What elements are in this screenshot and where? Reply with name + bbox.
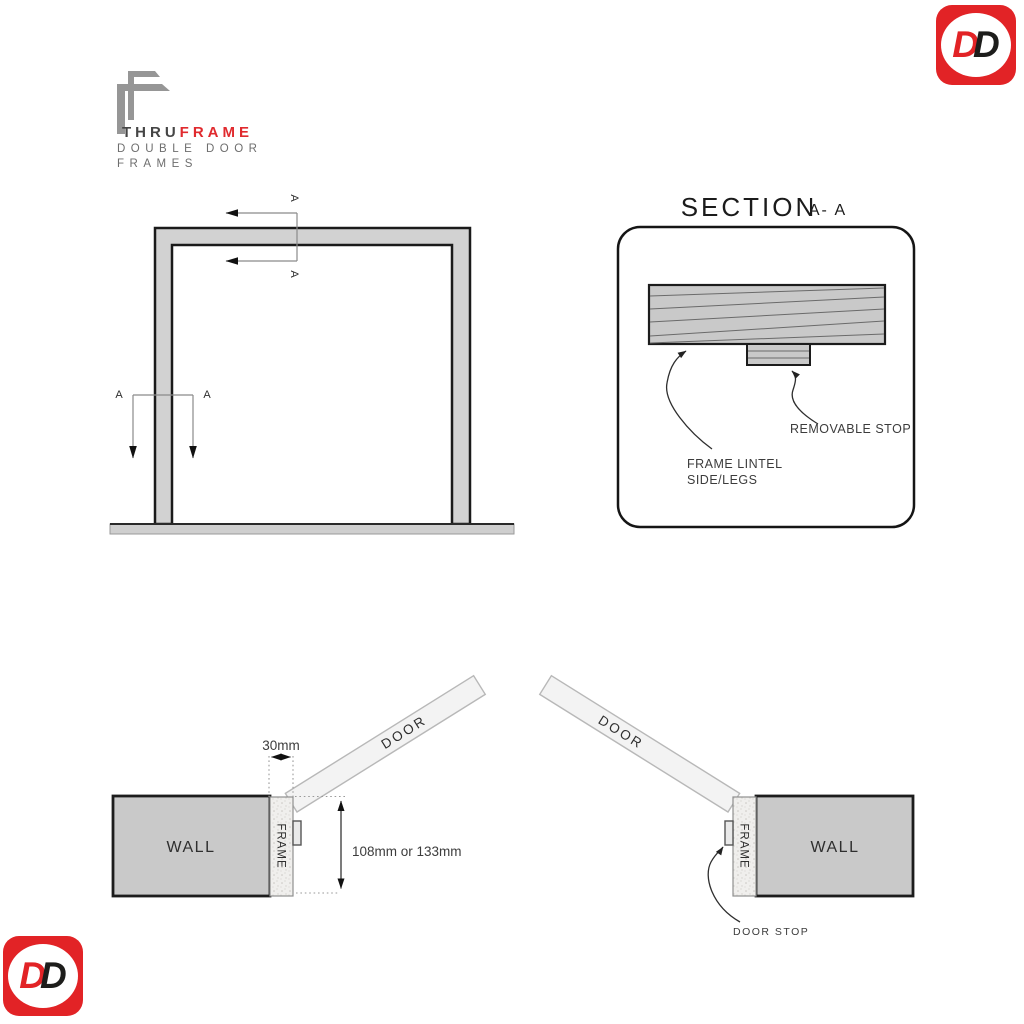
section-title-suffix: A- A: [808, 202, 848, 219]
brand-name-frame: FRAME: [179, 124, 253, 141]
door-stop-label: DOOR STOP: [733, 926, 810, 938]
door-stop-shape-right: [725, 821, 733, 845]
dd-letter-2: D: [40, 955, 61, 996]
section-detail-box: [618, 227, 914, 527]
cut-label-a-top-2: A: [288, 270, 300, 278]
plan-view-right: [540, 676, 913, 938]
floor-line: [110, 524, 514, 534]
frame-lintel-label-line2: SIDE/LEGS: [687, 473, 758, 487]
door-stop-shape-left: [293, 821, 301, 845]
cut-label-a-left-2: A: [203, 389, 211, 401]
cut-label-a-left: A: [115, 389, 123, 401]
dd-letter-1: D: [19, 955, 40, 996]
removable-stop-callout-arrow: [792, 371, 818, 424]
frame-elevation-view: [110, 194, 514, 534]
dd-letter-2: D: [973, 24, 994, 65]
dimension-30mm-label: 30mm: [262, 738, 300, 753]
removable-stop-label: REMOVABLE STOP: [790, 422, 912, 436]
dd-letter-1: D: [952, 24, 973, 65]
frame-lintel-shape: [649, 285, 885, 344]
brand-subtitle-line1: DOUBLE DOOR: [117, 143, 263, 155]
wall-label: WALL: [166, 839, 216, 856]
door-frame-outline: [155, 228, 470, 524]
door-label: DOOR: [378, 712, 430, 752]
door-leaf-left: [285, 676, 485, 812]
door-label: DOOR: [595, 712, 647, 752]
brand-subtitle-line2: FRAMES: [117, 158, 198, 170]
dimension-depth-label: 108mm or 133mm: [352, 844, 462, 859]
plan-view-left: [113, 676, 485, 896]
removable-stop-shape: [747, 344, 810, 365]
frame-lintel-label-line1: FRAME LINTEL: [687, 457, 783, 471]
cut-label-a-top: A: [288, 194, 300, 202]
frame-label: FRAME: [274, 823, 287, 869]
brand-name-thru: THRU: [122, 124, 180, 141]
frame-lintel-callout-arrow: [667, 351, 712, 449]
frame-label: FRAME: [737, 823, 750, 869]
wall-label: WALL: [810, 839, 860, 856]
door-leaf-right: [540, 676, 740, 812]
section-aa-detail: [618, 192, 914, 527]
dimension-depth: [295, 797, 462, 894]
section-title: SECTION: [680, 192, 818, 222]
